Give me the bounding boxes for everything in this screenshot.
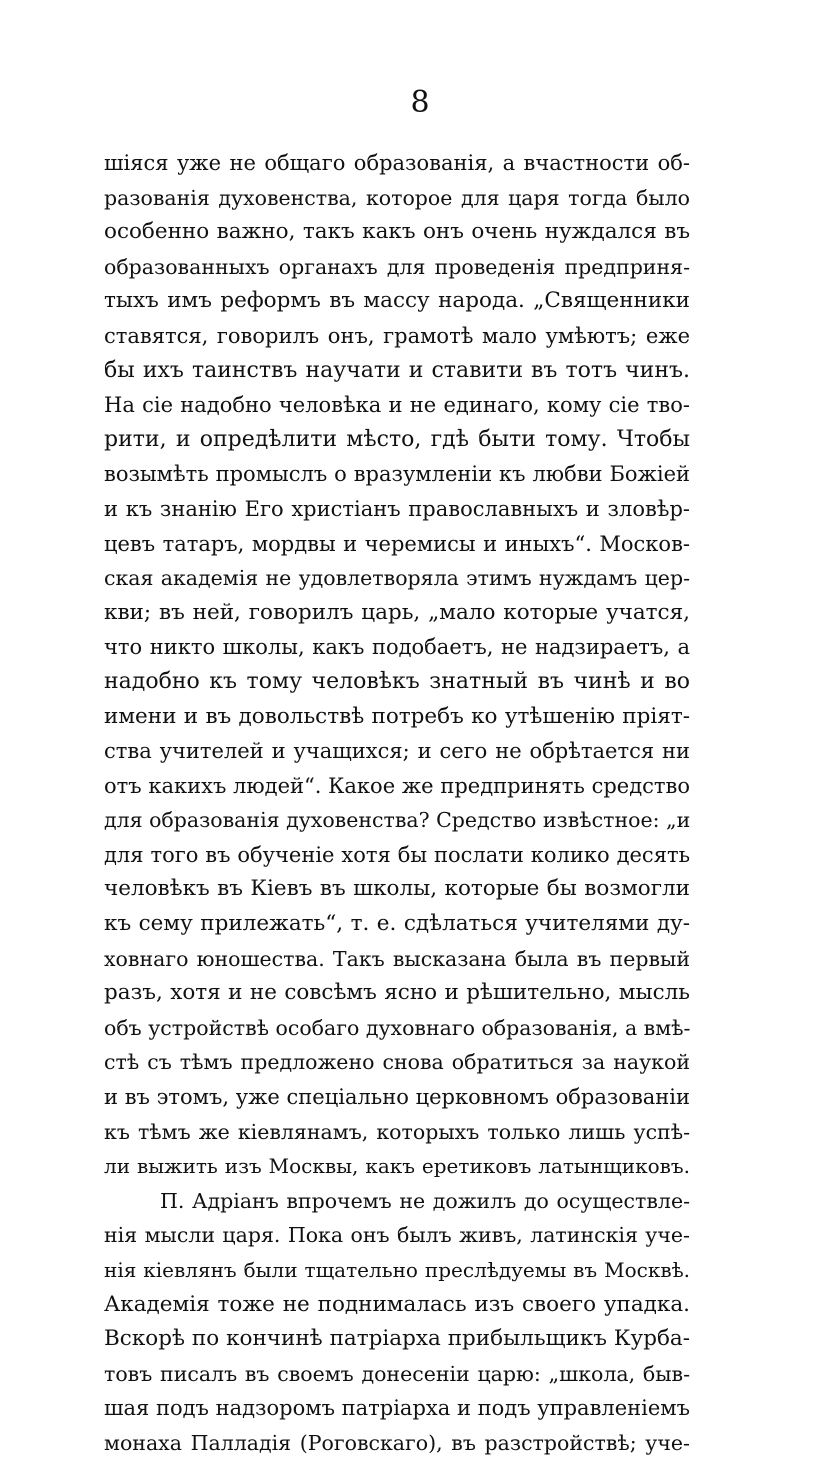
text-line: къ тѣмъ же кіевлянамъ, которыхъ только лишь успѣ- [104,1119,690,1144]
text-line: На сіе надобно человѣка и не единаго, кому сіе тво- [104,393,690,418]
text-line: и къ знанію Его христіанъ православныхъ и зловѣр- [104,496,690,521]
text-line: къ сему прилежать“, т. е. сдѣлаться учителями ду- [104,911,690,937]
text-line: для образованія духовенства? Средство извѣстное: „и [104,808,690,833]
text-line: особенно важно, такъ какъ онъ очень нуждался въ [104,219,690,245]
text-line: возымѣть промыслъ о вразумленіи къ любви Божіей [104,462,690,487]
paragraph-1 [104,146,690,1184]
text-line: ли выжить изъ Москвы, какъ еретиковъ латынщиковъ. [104,1154,690,1179]
text-line: ская академія не удовлетворяла этимъ нуждамъ цер- [104,566,690,591]
text-line: цевъ татаръ, мордвы и черемисы и иныхъ“. Москов- [104,531,690,556]
text-line: монаха Палладія (Роговскаго), въ разстройствѣ; уче- [104,1430,690,1455]
text-line: товъ писалъ въ своемъ донесеніи царю: „школа, быв- [104,1361,690,1386]
text-line: разъ, хотя и не совсѣмъ ясно и рѣшительно, мысль [104,980,690,1006]
text-line: рити, и опредѣлити мѣсто, гдѣ быти тому. Чтобы [104,426,690,452]
text-line: имени и въ довольствѣ потребъ ко утѣшенію пріят- [104,703,690,729]
text-line: стѣ съ тѣмъ предложено снова обратиться за наукой [104,1050,690,1075]
text-line: шіяся уже не общаго образованія, а вчастности об- [104,151,690,175]
text-line: что никто школы, какъ подобаетъ, не надзираетъ, а [104,635,690,660]
text-line: нія мысли царя. Пока онъ былъ живъ, латинскія уче- [104,1223,690,1248]
body-text [104,146,690,1461]
page-number: 8 [410,85,430,120]
text-line: П. Адріанъ впрочемъ не дожилъ до осуществле- [160,1188,690,1213]
text-line: для того въ обученіе хотя бы послати колико десять [104,842,690,867]
text-line: разованія духовенства, которое для царя тогда было [104,185,690,210]
text-line: человѣкъ въ Кіевъ въ школы, которые бы возмогли [104,876,690,902]
text-line: отъ какихъ людей“. Какое же предпринять средство [104,773,690,798]
text-line: Вскорѣ по кончинѣ патріарха прибыльщикъ Курба- [104,1326,690,1352]
text-line: образованныхъ органахъ для проведенія предприня- [104,254,690,279]
text-line: объ устройствѣ особаго духовнаго образованія, а вмѣ- [104,1015,690,1040]
text-line: ства учителей и учащихся; и сего не обрѣтается ни [104,739,690,764]
text-line: тыхъ имъ реформъ въ массу народа. „Священники [104,288,690,314]
text-line: кви; въ ней, говорилъ царь, „мало которые учатся, [104,599,690,625]
text-line: ставятся, говорилъ онъ, грамотѣ мало умѣютъ; еже [104,323,690,348]
text-line: надобно къ тому человѣкъ знатный въ чинѣ и во [104,668,690,694]
text-line: и въ этомъ, уже спеціально церковномъ образованіи [104,1085,690,1110]
text-line: шая подъ надзоромъ патріарха и подъ управленіемъ [104,1396,690,1421]
text-line: бы ихъ таинствъ научати и ставити въ тотъ чинъ. [104,357,690,383]
text-line: ховнаго юношества. Такъ высказана была въ первый [104,946,690,971]
text-line: Академія тоже не поднималась изъ своего упадка. [104,1291,690,1317]
paragraph-2 [104,1184,690,1461]
text-line: нія кіевлянъ были тщательно преслѣдуемы въ Москвѣ. [104,1258,690,1282]
